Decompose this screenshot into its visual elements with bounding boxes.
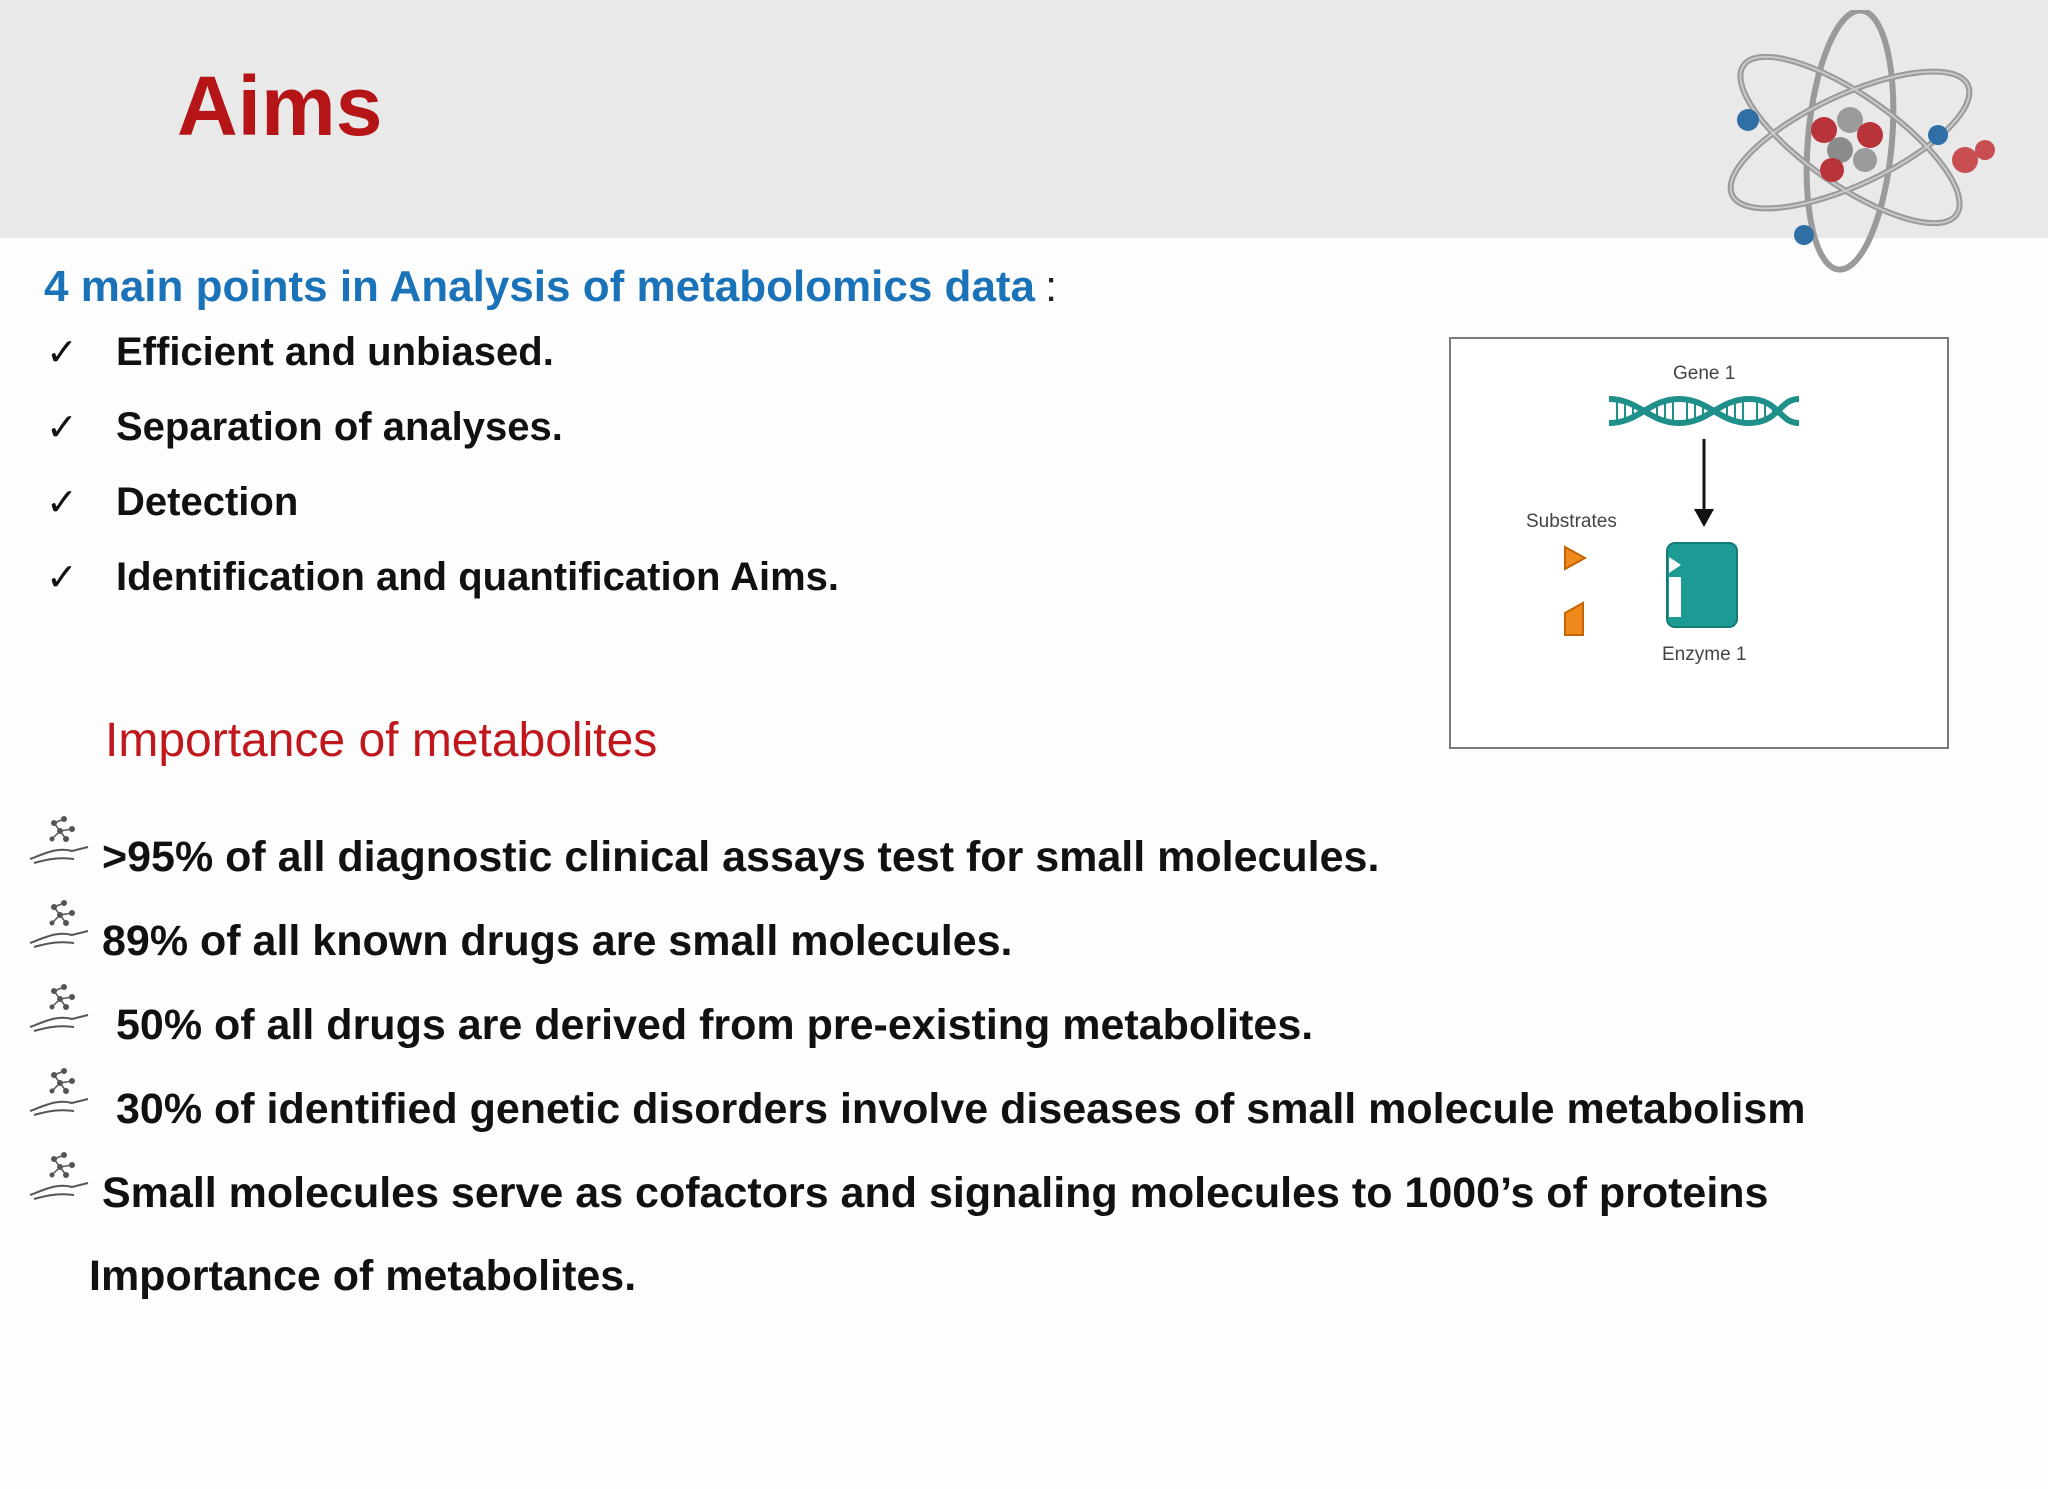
dna-helix-icon [1609, 391, 1799, 431]
substrate-block-icon [1563, 601, 1587, 637]
fact-item: 30% of identified genetic disorders involve diseases of small molecule metabolism [28, 1067, 1806, 1151]
molecule-hand-icon [28, 897, 102, 957]
down-arrow-icon [1689, 439, 1719, 529]
check-icon: ✓ [46, 407, 78, 449]
aim-item: ✓ Detection [46, 480, 299, 524]
aim-item: ✓ Identification and quantification Aims. [46, 555, 839, 599]
molecule-hand-icon [28, 1065, 102, 1125]
facts-list [28, 815, 1806, 1235]
check-icon: ✓ [46, 557, 78, 599]
molecule-hand-icon [28, 813, 102, 873]
fact-item: 50% of all drugs are derived from pre-existing metabolites. [28, 983, 1806, 1067]
enzyme-icon [1665, 541, 1739, 629]
aims-subtitle [44, 262, 1057, 312]
footer-line: Importance of metabolites. [89, 1252, 637, 1300]
substrate-triangle-icon [1563, 545, 1587, 571]
aim-item: ✓ Separation of analyses. [46, 405, 563, 449]
molecule-hand-icon [28, 981, 102, 1041]
fact-item: >95% of all diagnostic clinical assays test for small molecules. [28, 815, 1806, 899]
molecule-hand-icon [28, 1149, 102, 1209]
aim-item: ✓ Efficient and unbiased. [46, 330, 554, 374]
atom-icon [1700, 10, 2000, 280]
fact-item: Small molecules serve as cofactors and signaling molecules to 1000’s of proteins [28, 1151, 1806, 1235]
check-icon: ✓ [46, 482, 78, 524]
substrates-label: Substrates [1526, 511, 1617, 532]
subtitle-colon: : [1045, 262, 1058, 311]
fact-item: 89% of all known drugs are small molecules. [28, 899, 1806, 983]
gene-enzyme-diagram [1449, 337, 1949, 749]
aims-list [46, 330, 839, 630]
subtitle-text: 4 main points in Analysis of metabolomics data [44, 262, 1036, 311]
section-heading: Importance of metabolites [105, 714, 658, 767]
slide-title: Aims [177, 59, 383, 153]
gene-label: Gene 1 [1673, 363, 1736, 384]
enzyme-label: Enzyme 1 [1662, 644, 1747, 665]
check-icon: ✓ [46, 332, 78, 374]
